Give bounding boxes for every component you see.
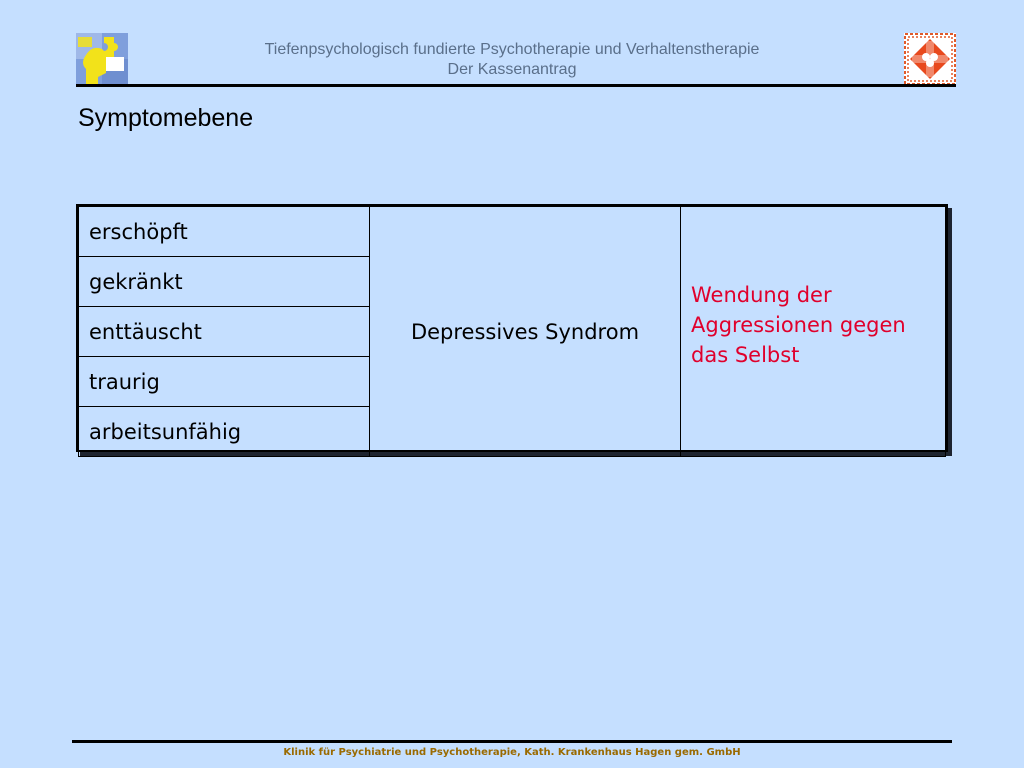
- interpretation-cell: Wendung der Aggressionen gegen das Selbst: [681, 207, 946, 457]
- symptom-cell: arbeitsunfähig: [79, 407, 370, 457]
- symptom-table: [76, 204, 948, 452]
- symptom-cell: traurig: [79, 357, 370, 407]
- table-row: [79, 207, 946, 257]
- puzzle-head-logo-icon: [76, 33, 128, 85]
- header-divider: [76, 84, 956, 87]
- symptom-cell: gekränkt: [79, 257, 370, 307]
- hospital-cross-logo-icon: [904, 33, 956, 85]
- symptom-cell: enttäuscht: [79, 307, 370, 357]
- footer-text: Klinik für Psychiatrie und Psychotherapie, Kath. Krankenhaus Hagen gem. GmbH: [283, 747, 741, 758]
- symptom-cell: erschöpft: [79, 207, 370, 257]
- presentation-header: [180, 40, 844, 80]
- header-line-2: Der Kassenantrag: [447, 61, 577, 78]
- header-line-1: Tiefenpsychologisch fundierte Psychotherapie und Verhaltenstherapie: [264, 41, 760, 58]
- footer-divider: [72, 740, 952, 743]
- syndrome-cell: Depressives Syndrom: [370, 207, 681, 457]
- slide-title: Symptomebene: [78, 104, 254, 132]
